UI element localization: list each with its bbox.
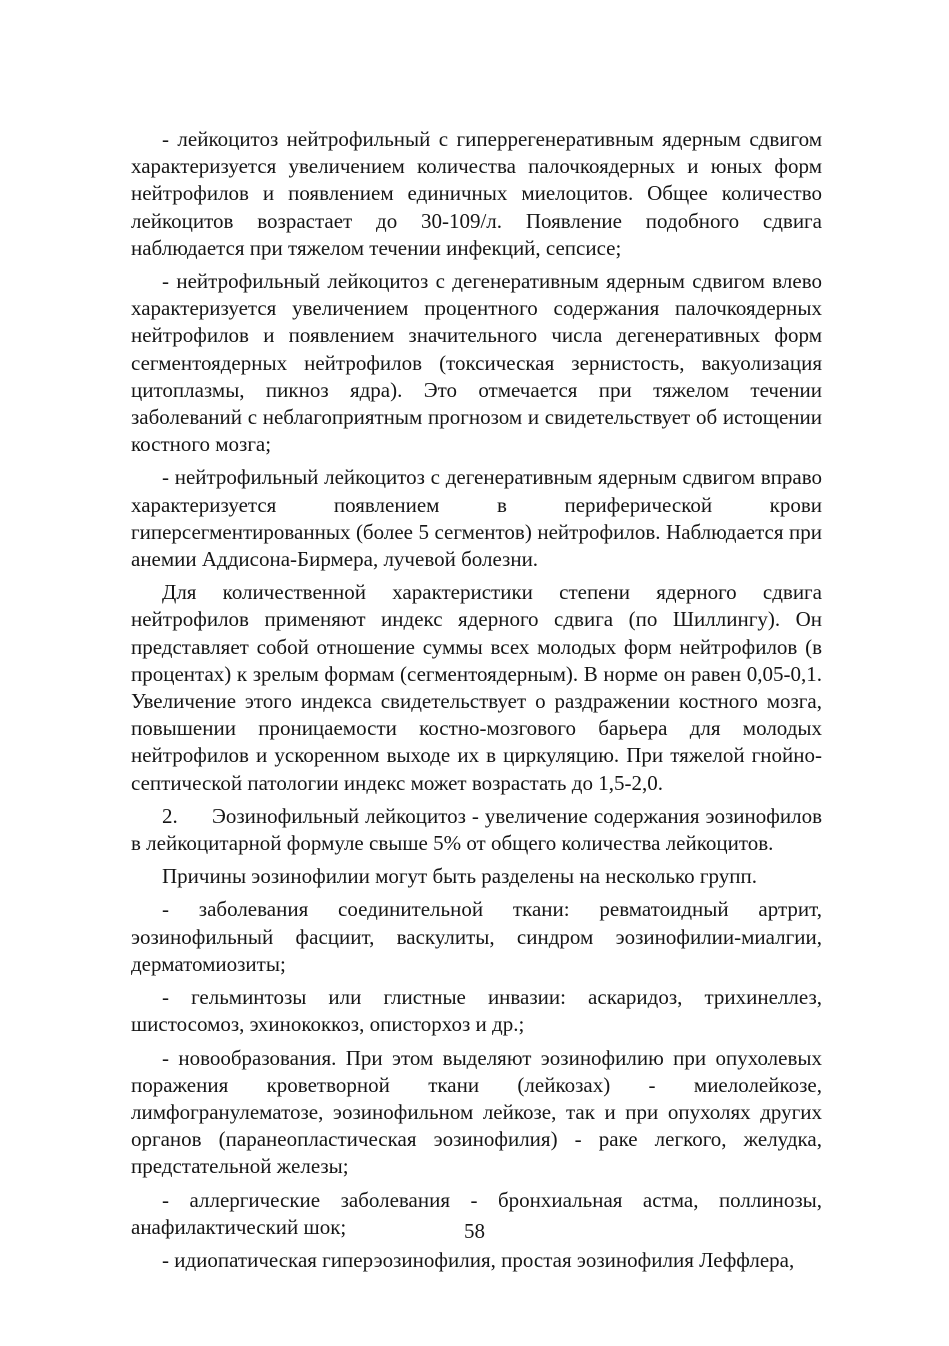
paragraph-shilling-index: Для количественной характеристики степени ядерного сдвига нейтрофилов применяют индекс ядерного сдвига (по Шиллингу). Он представляет собой отношение суммы всех молодых форм нейтрофилов (в процентах) к зрелым формам (сегментоядерным). В норме он равен 0,05-0,1. Увеличение этого индекса свидетельствует о раздражении костного мозга, повышении проницаемости костно-мозгового барьера для молодых нейтрофилов и ускоренном выходе их в циркуляцию. При тяжелой гнойно-септической патологии индекс может возрастать до 1,5-2,0. xyxy=(131,580,822,795)
paragraph-idiopathic-hypereosinophilia: - идиопатическая гиперэозинофилия, простая эозинофилия Леффлера, xyxy=(162,1247,795,1272)
paragraph-eosinophilia-causes: Причины эозинофилии могут быть разделены на несколько групп. xyxy=(162,864,757,889)
page-number: 58 xyxy=(464,1219,485,1243)
paragraph-hyperregenerative-shift: - лейкоцитоз нейтрофильный с гиперрегенеративным ядерным сдвигом характеризуется увеличением количества палочкоядерных и юных форм нейтрофилов и появлением единичных миелоцитов. Общее количество лейкоцитов возрастает до 30-109/л. Появление подобного сдвига наблюдается при тяжелом течении инфекций, сепсисе; xyxy=(131,127,822,260)
list-number: 2. xyxy=(162,803,178,828)
body-text xyxy=(131,126,822,1280)
paragraph-allergic-diseases: - аллергические заболевания - бронхиальная астма, поллинозы, анафилактический шок; xyxy=(131,1187,822,1239)
paragraph-connective-tissue: - заболевания соединительной ткани: ревматоидный артрит, эозинофильный фасциит, васкулиты, синдром эозинофилии-миалгии, дерматомиозиты; xyxy=(131,897,822,976)
paragraph-neoplasms: - новообразования. При этом выделяют эозинофилию при опухолевых поражения кроветворной ткани (лейкозах) - миелолейкозе, лимфогранулематозе, эозинофильном лейкозе, так и при опухолях других органов (паранеопластическая эозинофилия) - раке легкого, желудка, предстательной железы; xyxy=(131,1045,822,1179)
list-item-text: Эозинофильный лейкоцитоз - увеличение содержания эозинофилов в лейкоцитарной формуле свыше 5% от общего количества лейкоцитов. xyxy=(131,803,822,856)
list-item-eosinophilic-leukocytosis xyxy=(131,803,822,857)
paragraph-degenerative-shift-right: - нейтрофильный лейкоцитоз с дегенеративным ядерным сдвигом вправо характеризуется появлением в периферической крови гиперсегментированных (более 5 сегментов) нейтрофилов. Наблюдается при анемии Аддисона-Бирмера, лучевой болезни. xyxy=(131,465,822,572)
paragraph-degenerative-shift-left: - нейтрофильный лейкоцитоз с дегенеративным ядерным сдвигом влево характеризуется увеличением процентного содержания палочкоядерных нейтрофилов и появлением значительного числа дегенеративных форм сегментоядерных нейтрофилов (токсическая зернистость, вакуолизация цитоплазмы, пикноз ядра). Это отмечается при тяжелом течении заболеваний с неблагоприятным прогнозом и свидетельствует об истощении костного мозга; xyxy=(131,269,822,457)
paragraph-helminthiases: - гельминтозы или глистные инвазии: аскаридоз, трихинеллез, шистосомоз, эхинококкоз, описторхоз и др.; xyxy=(131,985,822,1037)
